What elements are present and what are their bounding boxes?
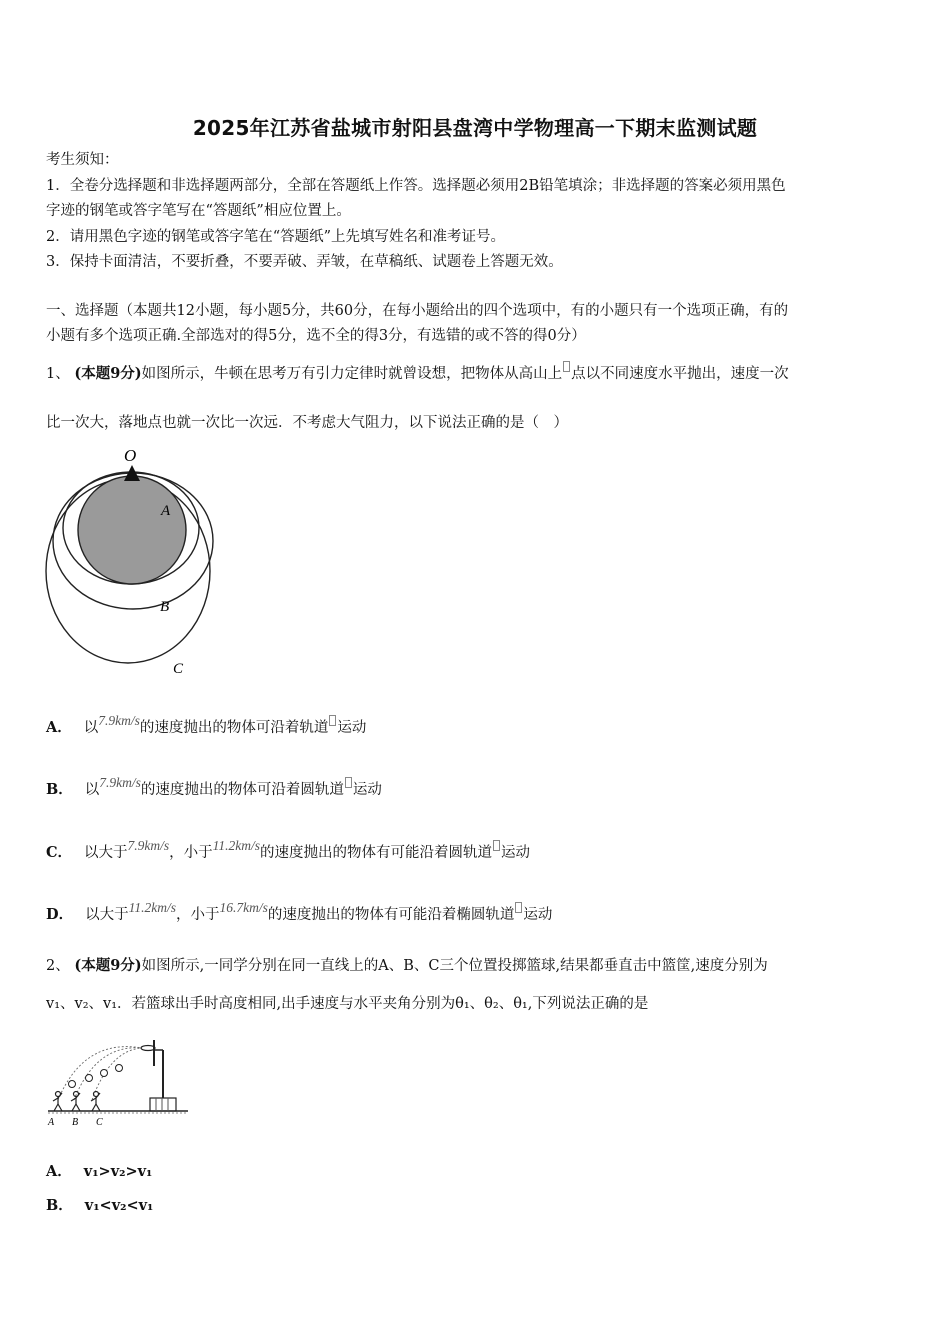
q2-option-a[interactable] — [46, 1162, 152, 1182]
option-text: 的速度抛出的物体可沿着轨道 — [139, 720, 329, 736]
notice-heading: 考生须知： — [46, 152, 119, 168]
page-title: 2025年江苏省盐城市射阳县盘湾中学物理高一下期末监测试题 — [192, 116, 758, 140]
label-a: A — [161, 503, 171, 519]
q2-option-b[interactable] — [46, 1196, 153, 1216]
option-letter: A． — [46, 1163, 72, 1180]
label-b: B — [72, 1117, 79, 1128]
player-b — [71, 1092, 80, 1112]
hoop-ring — [141, 1046, 155, 1051]
option-text: v₁<v₂<v₁ — [84, 1197, 154, 1214]
q1-text-1a: 如图所示，牛顿在思考万有引力定律时就曾设想，把物体从高山上 — [141, 366, 563, 382]
option-letter: C． — [46, 844, 73, 861]
q1-score: (本题9分) — [74, 365, 142, 382]
option-letter: D． — [46, 906, 74, 923]
speed-value: 7.9km/s — [127, 838, 170, 853]
q1-option-c[interactable] — [46, 838, 531, 863]
option-text: 以大于 — [85, 907, 129, 923]
q1-stem-line1 — [46, 364, 789, 384]
notice-item-2: 2．请用黑色字迹的钢笔或答字笔在“答题纸”上先填写姓名和准考证号。 — [46, 229, 506, 245]
missing-glyph-icon — [563, 361, 570, 372]
speed-value: 11.2km/s — [212, 838, 261, 853]
option-text: 的速度抛出的物体有可能沿着椭圆轨道 — [267, 907, 515, 923]
option-letter: A． — [46, 719, 72, 736]
notice-item-1b: 字迹的钢笔或答字笔写在“答题纸”相应位置上。 — [46, 203, 351, 219]
missing-glyph-icon — [329, 715, 336, 726]
q1-option-b[interactable] — [46, 775, 382, 800]
option-text: 运动 — [523, 907, 553, 923]
q2-text-1: 如图所示,一同学分别在同一直线上的A、B、C三个位置投掷篮球,结果都垂直击中篮筐,速度分别为 — [141, 958, 768, 974]
q2-score: (本题9分) — [74, 957, 142, 974]
option-text: 运动 — [337, 720, 367, 736]
option-text: 以 — [83, 720, 99, 736]
option-letter: B． — [46, 781, 73, 798]
notice-item-3: 3．保持卡面清洁，不要折叠，不要弄破、弄皱，在草稿纸、试题卷上答题无效。 — [46, 254, 563, 270]
option-letter: B． — [46, 1197, 73, 1214]
section-instructions-2: 小题有多个选项正确.全部选对的得5分，选不全的得3分，有选错的或不答的得0分） — [46, 328, 586, 344]
q1-number: 1、 — [46, 366, 70, 382]
option-text: ，小于 — [175, 907, 220, 923]
option-text: 的速度抛出的物体有可能沿着圆轨道 — [260, 845, 493, 861]
section-instructions-1: 一、选择题（本题共12小题，每小题5分，共60分，在每小题给出的四个选项中，有的小题只有一个选项正确，有的 — [46, 303, 789, 319]
missing-glyph-icon — [345, 777, 352, 788]
player-a — [53, 1092, 62, 1112]
speed-value: 7.9km/s — [98, 713, 140, 728]
label-b: B — [160, 599, 170, 615]
option-text: ，小于 — [169, 845, 213, 861]
hoop-base — [150, 1098, 176, 1111]
q1-text-1b: 点以不同速度水平抛出，速度一次 — [571, 366, 789, 382]
option-text: 以 — [84, 782, 100, 798]
option-text: 的速度抛出的物体可沿着圆轨道 — [140, 782, 344, 798]
q2-stem-line1 — [46, 956, 768, 976]
orbit-figure — [40, 443, 230, 683]
q1-stem-line2: 比一次大，落地点也就一次比一次远．不考虑大气阻力，以下说法正确的是（ ） — [46, 415, 568, 431]
q2-number: 2、 — [46, 958, 70, 974]
speed-value: 7.9km/s — [99, 775, 141, 790]
earth — [78, 476, 186, 584]
q1-option-d[interactable] — [46, 900, 553, 925]
option-text: 运动 — [352, 782, 382, 798]
label-c: C — [173, 661, 184, 677]
notice-item-1a: 1．全卷分选择题和非选择题两部分，全部在答题纸上作答。选择题必须用2B铅笔填涂；非选择题的答案必须用黑色 — [46, 178, 786, 194]
player-c — [91, 1092, 100, 1112]
label-c: C — [96, 1117, 103, 1128]
label-o: O — [124, 446, 137, 465]
option-text: 运动 — [501, 845, 531, 861]
label-a: A — [48, 1117, 55, 1128]
q2-stem-line2: v₁、v₂、v₁．若篮球出手时高度相同,出手速度与水平夹角分别为θ₁、θ₂、θ₁,下列说法正确的是 — [46, 996, 649, 1012]
option-text: v₁>v₂>v₁ — [83, 1163, 153, 1180]
missing-glyph-icon — [493, 840, 500, 851]
basketball-figure — [44, 1028, 194, 1130]
option-text: 以大于 — [84, 845, 128, 861]
q1-option-a[interactable] — [46, 713, 367, 738]
missing-glyph-icon — [515, 902, 522, 913]
speed-value: 16.7km/s — [219, 900, 268, 915]
speed-value: 11.2km/s — [128, 900, 176, 915]
